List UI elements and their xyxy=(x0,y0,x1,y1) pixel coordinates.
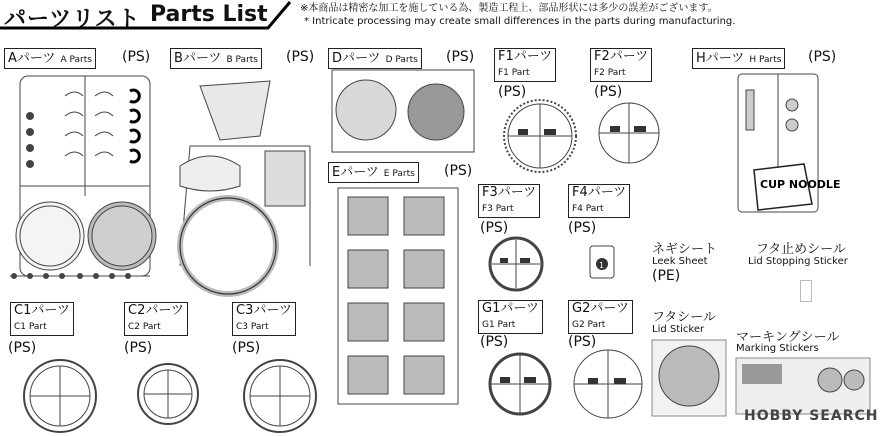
label-a-parts: Aパーツ A Parts xyxy=(4,48,96,69)
lid-sticker-ja: フタシール xyxy=(652,310,716,325)
parts-list-title-ja: パーツリスト xyxy=(4,7,141,32)
part-f3 xyxy=(488,236,548,296)
mat-f2: (PS) xyxy=(594,84,623,100)
marking-en: Marking Stickers xyxy=(736,343,819,354)
part-f1 xyxy=(500,96,580,176)
part-c1 xyxy=(20,356,100,436)
leek-sheet-mat: (PE) xyxy=(652,268,681,284)
hobby-search-watermark: HOBBY SEARCH xyxy=(744,408,879,424)
note-en: * Intricate processing may create small differences in the parts during manufacturing. xyxy=(304,16,736,27)
lid-stop-sticker xyxy=(800,280,812,302)
label-g1: G1パーツ G1 Part xyxy=(478,300,543,334)
label-c3: C3パーツ C3 Part xyxy=(232,302,296,336)
label-e-parts: Eパーツ E Parts xyxy=(328,162,419,183)
mat-b: (PS) xyxy=(286,49,315,65)
cup-text: CUP NOODLE xyxy=(760,178,841,191)
part-c3 xyxy=(240,356,320,436)
label-d-parts: Dパーツ D Parts xyxy=(328,48,422,69)
mat-e: (PS) xyxy=(444,163,473,179)
mat-c3: (PS) xyxy=(232,340,261,356)
lid-sticker-en: Lid Sticker xyxy=(652,324,705,335)
marking-ja: マーキングシール xyxy=(736,330,840,345)
part-f2 xyxy=(596,100,666,170)
label-b-parts: Bパーツ B Parts xyxy=(170,48,262,69)
f4-num: 1 xyxy=(599,261,605,270)
leek-sheet-en: Leek Sheet xyxy=(652,256,708,267)
leek-sheet-ja: ネギシート xyxy=(652,242,717,257)
mat-f4: (PS) xyxy=(568,220,597,236)
label-g2: G2パーツ G2 Part xyxy=(568,300,633,334)
note-ja: ※本商品は精密な加工を施している為、製造工程上、部品形状には多少の誤差がございます。 xyxy=(300,3,718,14)
part-c2 xyxy=(134,360,204,430)
sprue-b xyxy=(170,66,320,296)
part-f4 xyxy=(588,244,618,284)
label-f2: F2パーツ F2 Part xyxy=(590,48,652,82)
mat-c1: (PS) xyxy=(8,340,37,356)
mat-g1: (PS) xyxy=(480,334,509,350)
label-c2: C2パーツ C2 Part xyxy=(124,302,188,336)
parts-list-title-en: Parts List xyxy=(150,2,268,27)
label-f4: F4パーツ F4 Part xyxy=(568,184,630,218)
label-f3: F3パーツ F3 Part xyxy=(478,184,540,218)
sprue-h xyxy=(734,70,841,220)
lid-sticker-sheet xyxy=(650,338,728,418)
mat-h: (PS) xyxy=(808,49,837,65)
sprue-d xyxy=(328,66,478,156)
lid-stop-ja: フタ止めシール xyxy=(756,242,846,257)
part-g2 xyxy=(570,346,650,426)
label-f1: F1パーツ F1 Part xyxy=(494,48,556,82)
mat-d: (PS) xyxy=(446,49,475,65)
sprue-e xyxy=(328,182,468,412)
mat-c2: (PS) xyxy=(124,340,153,356)
sprue-a xyxy=(0,66,170,306)
mat-a: (PS) xyxy=(122,49,151,65)
mat-g2: (PS) xyxy=(568,334,597,350)
label-c1: C1パーツ C1 Part xyxy=(10,302,74,336)
mat-f1: (PS) xyxy=(498,84,527,100)
mat-f3: (PS) xyxy=(480,220,509,236)
label-h-parts: Hパーツ H Parts xyxy=(692,48,785,69)
part-g1 xyxy=(486,350,556,420)
lid-stop-en: Lid Stopping Sticker xyxy=(748,256,848,267)
